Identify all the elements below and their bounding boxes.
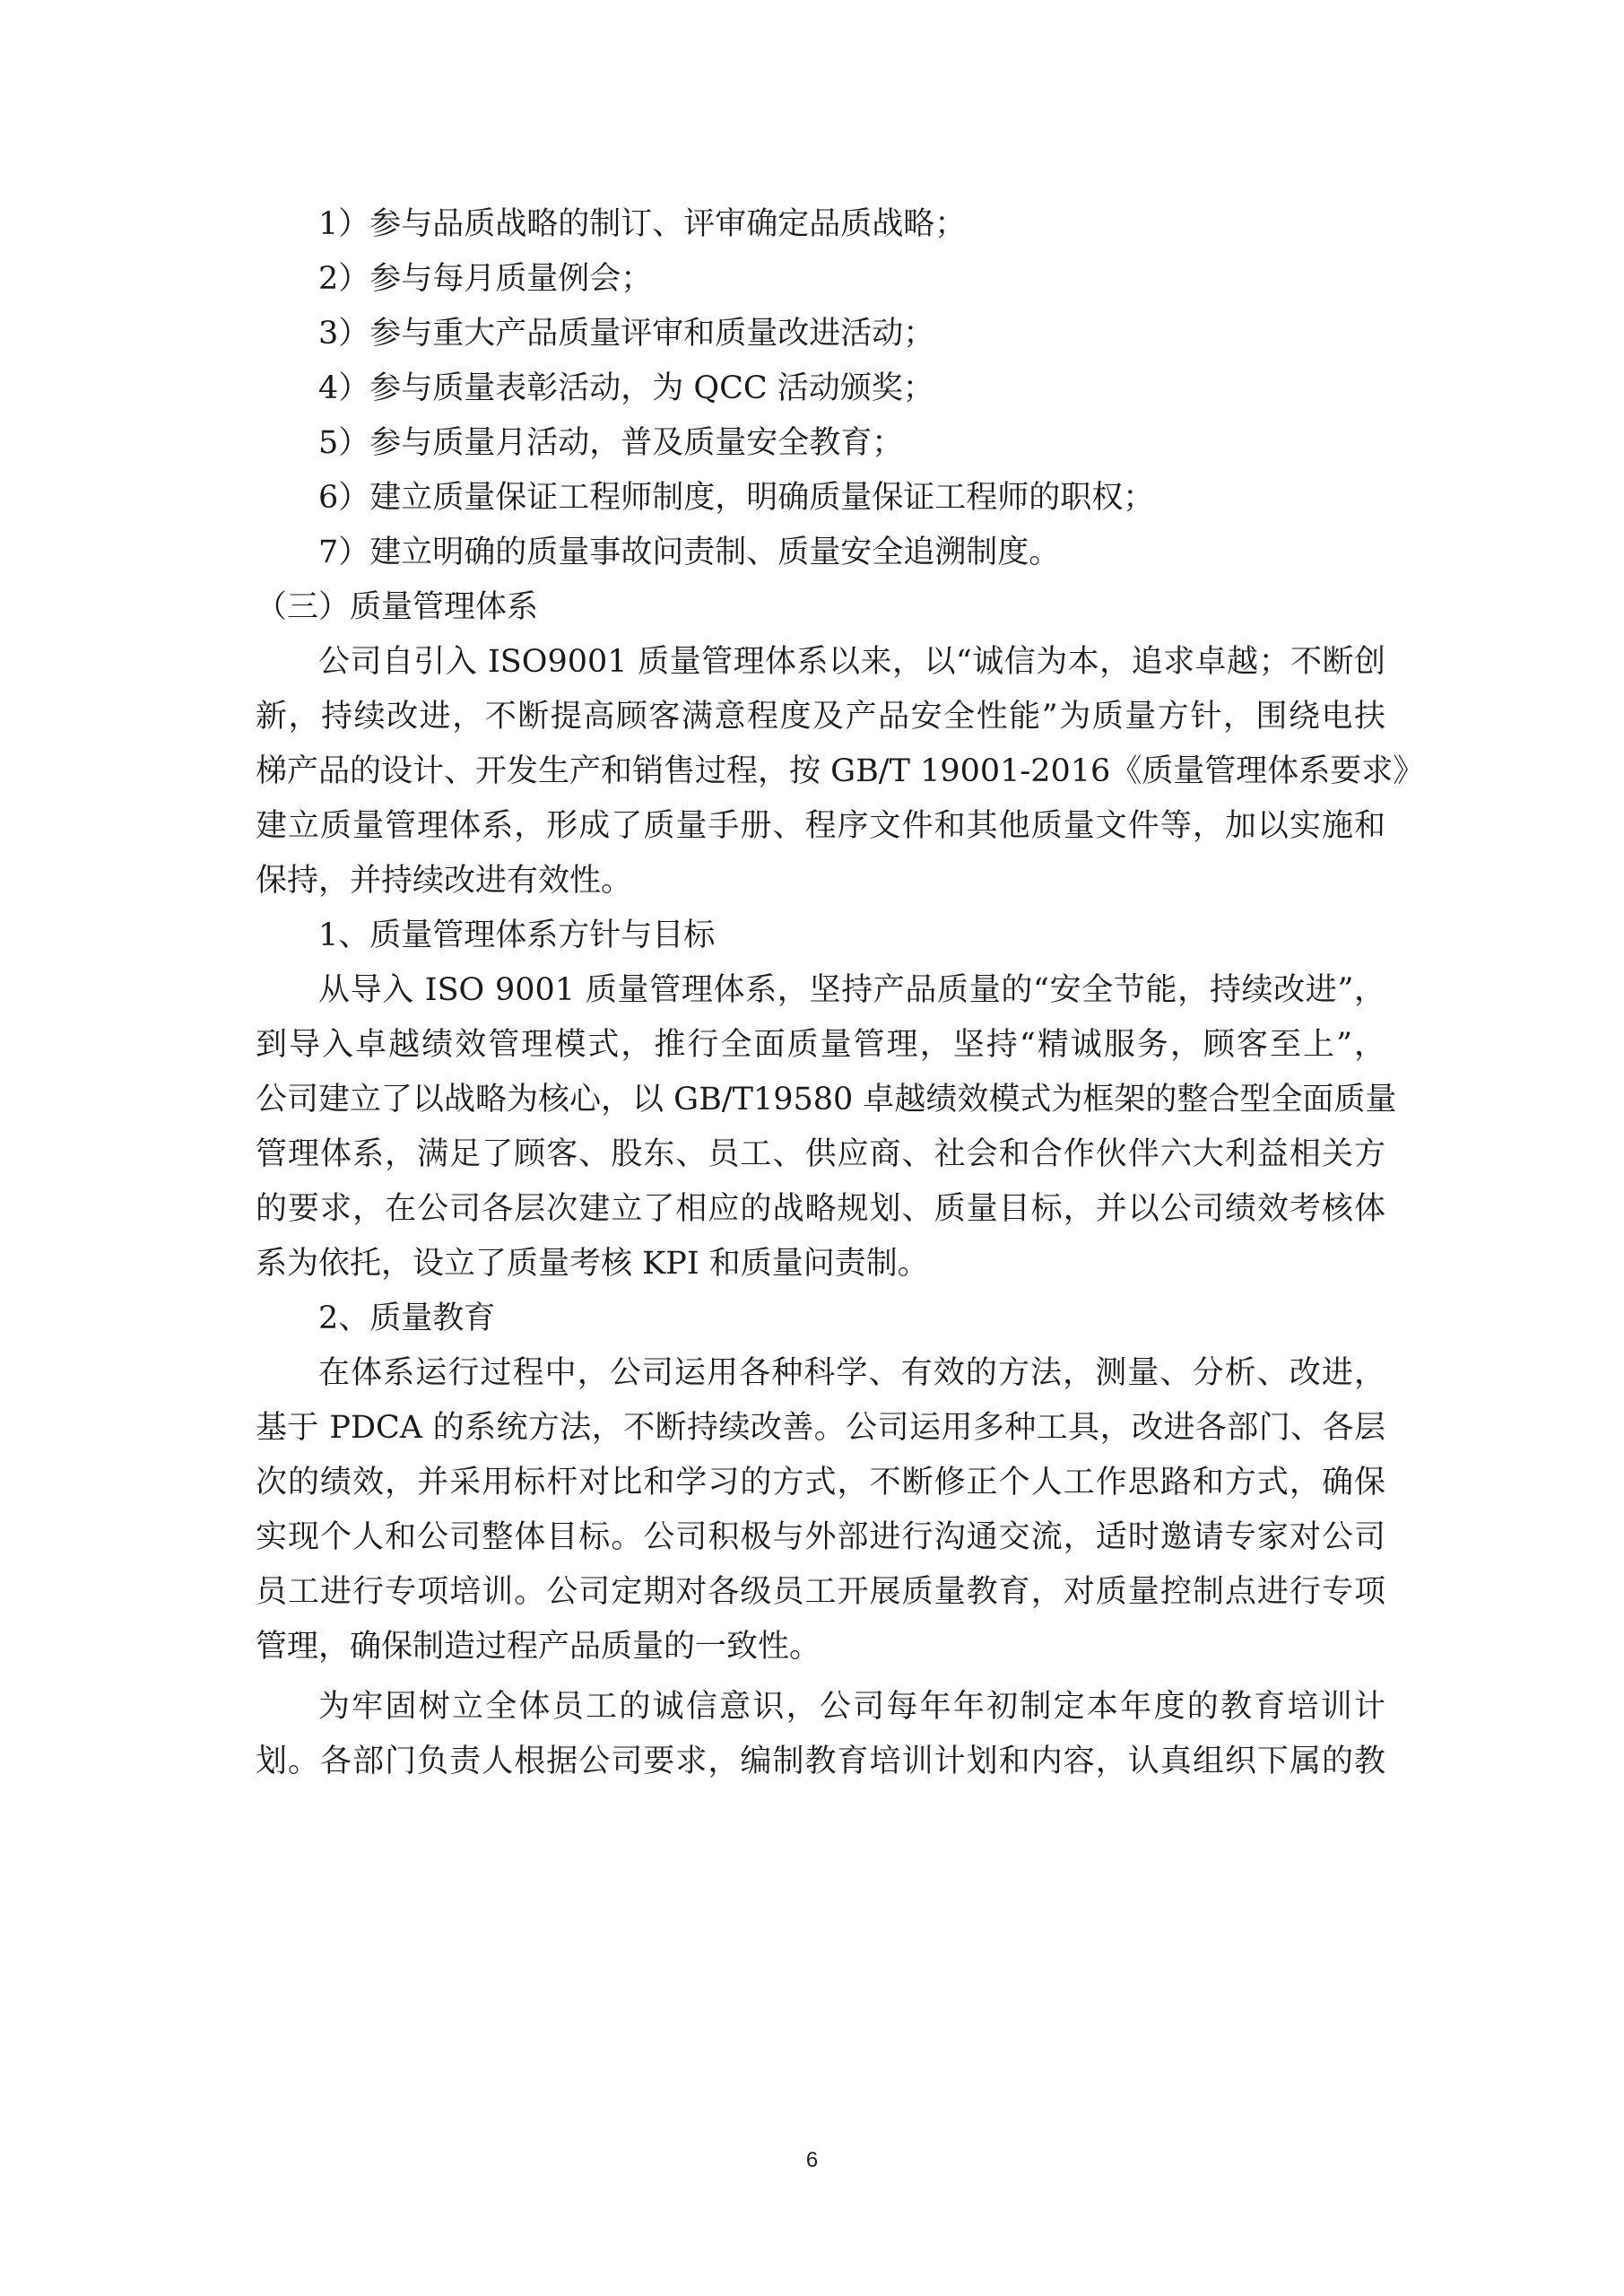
paragraph-line: 公司建立了以战略为核心，以 GB/T19580 卓越绩效模式为框架的整合型全面质量 — [256, 1082, 1397, 1118]
paragraph-line: 为牢固树立全体员工的诚信意识，公司每年年初制定本年度的教育培训计 — [318, 1689, 1385, 1725]
paragraph-line: 从导入 ISO 9001 质量管理体系，坚持产品质量的“安全节能，持续改进”， — [318, 972, 1385, 1008]
paragraph-line: 保持，并持续改进有效性。 — [256, 863, 633, 899]
paragraph-line: 实现个人和公司整体目标。公司积极与外部进行沟通交流，适时邀请专家对公司 — [256, 1519, 1385, 1555]
paragraph-line: 在体系运行过程中，公司运用各种科学、有效的方法，测量、分析、改进， — [318, 1355, 1385, 1391]
paragraph-line: 新，持续改进，不断提高顾客满意程度及产品安全性能”为质量方针，围绕电扶 — [256, 699, 1385, 735]
list-item: 1）参与品质战略的制订、评审确定品质战略； — [318, 206, 967, 242]
paragraph-policy-goals — [256, 963, 1397, 1292]
paragraph-line: 系为依托，设立了质量考核 KPI 和质量问责制。 — [256, 1246, 929, 1282]
paragraph-line: 管理，确保制造过程产品质量的一致性。 — [256, 1629, 821, 1665]
list-item: 7）建立明确的质量事故问责制、质量安全追溯制度。 — [318, 535, 1061, 570]
list-item: 4）参与质量表彰活动，为 QCC 活动颁奖； — [318, 370, 934, 406]
paragraph-line: 管理体系，满足了顾客、股东、员工、供应商、社会和合作伙伴六大利益相关方 — [256, 1136, 1385, 1172]
subheading-policy-goals: 1、质量管理体系方针与目标 — [318, 918, 716, 953]
paragraph-quality-policy — [256, 635, 1425, 909]
paragraph-quality-education — [256, 1346, 1385, 1674]
paragraph-line: 建立质量管理体系，形成了质量手册、程序文件和其他质量文件等，加以实施和 — [256, 808, 1385, 844]
paragraph-line: 的要求，在公司各层次建立了相应的战略规划、质量目标，并以公司绩效考核体 — [256, 1191, 1385, 1227]
paragraph-line: 划。各部门负责人根据公司要求，编制教育培训计划和内容，认真组织下属的教 — [256, 1744, 1385, 1779]
list-item: 5）参与质量月活动，普及质量安全教育； — [318, 425, 904, 461]
page-content — [256, 197, 1425, 1789]
paragraph-line: 基于 PDCA 的系统方法，不断持续改善。公司运用多种工具，改进各部门、各层 — [256, 1410, 1385, 1446]
list-item: 6）建立质量保证工程师制度，明确质量保证工程师的职权； — [318, 480, 1155, 516]
paragraph-training-plan — [256, 1680, 1385, 1789]
paragraph-line: 员工进行专项培训。公司定期对各级员工开展质量教育，对质量控制点进行专项 — [256, 1574, 1385, 1610]
paragraph-line: 到导入卓越绩效管理模式，推行全面质量管理，坚持“精诚服务，顾客至上”， — [256, 1027, 1385, 1063]
list-item: 3）参与重大产品质量评审和质量改进活动； — [318, 316, 935, 352]
paragraph-line: 次的绩效，并采用标杆对比和学习的方式，不断修正个人工作思路和方式，确保 — [256, 1465, 1385, 1500]
page-number: 6 — [805, 2148, 819, 2172]
responsibility-list — [256, 197, 1385, 580]
paragraph-line: 公司自引入 ISO9001 质量管理体系以来，以“诚信为本，追求卓越；不断创 — [318, 644, 1385, 680]
list-item: 2）参与每月质量例会； — [318, 261, 653, 297]
section-heading: （三）质量管理体系 — [256, 589, 539, 625]
paragraph-line: 梯产品的设计、开发生产和销售过程，按 GB/T 19001-2016《质量管理体系要求》 — [256, 753, 1425, 789]
subheading-quality-education: 2、质量教育 — [318, 1300, 496, 1336]
